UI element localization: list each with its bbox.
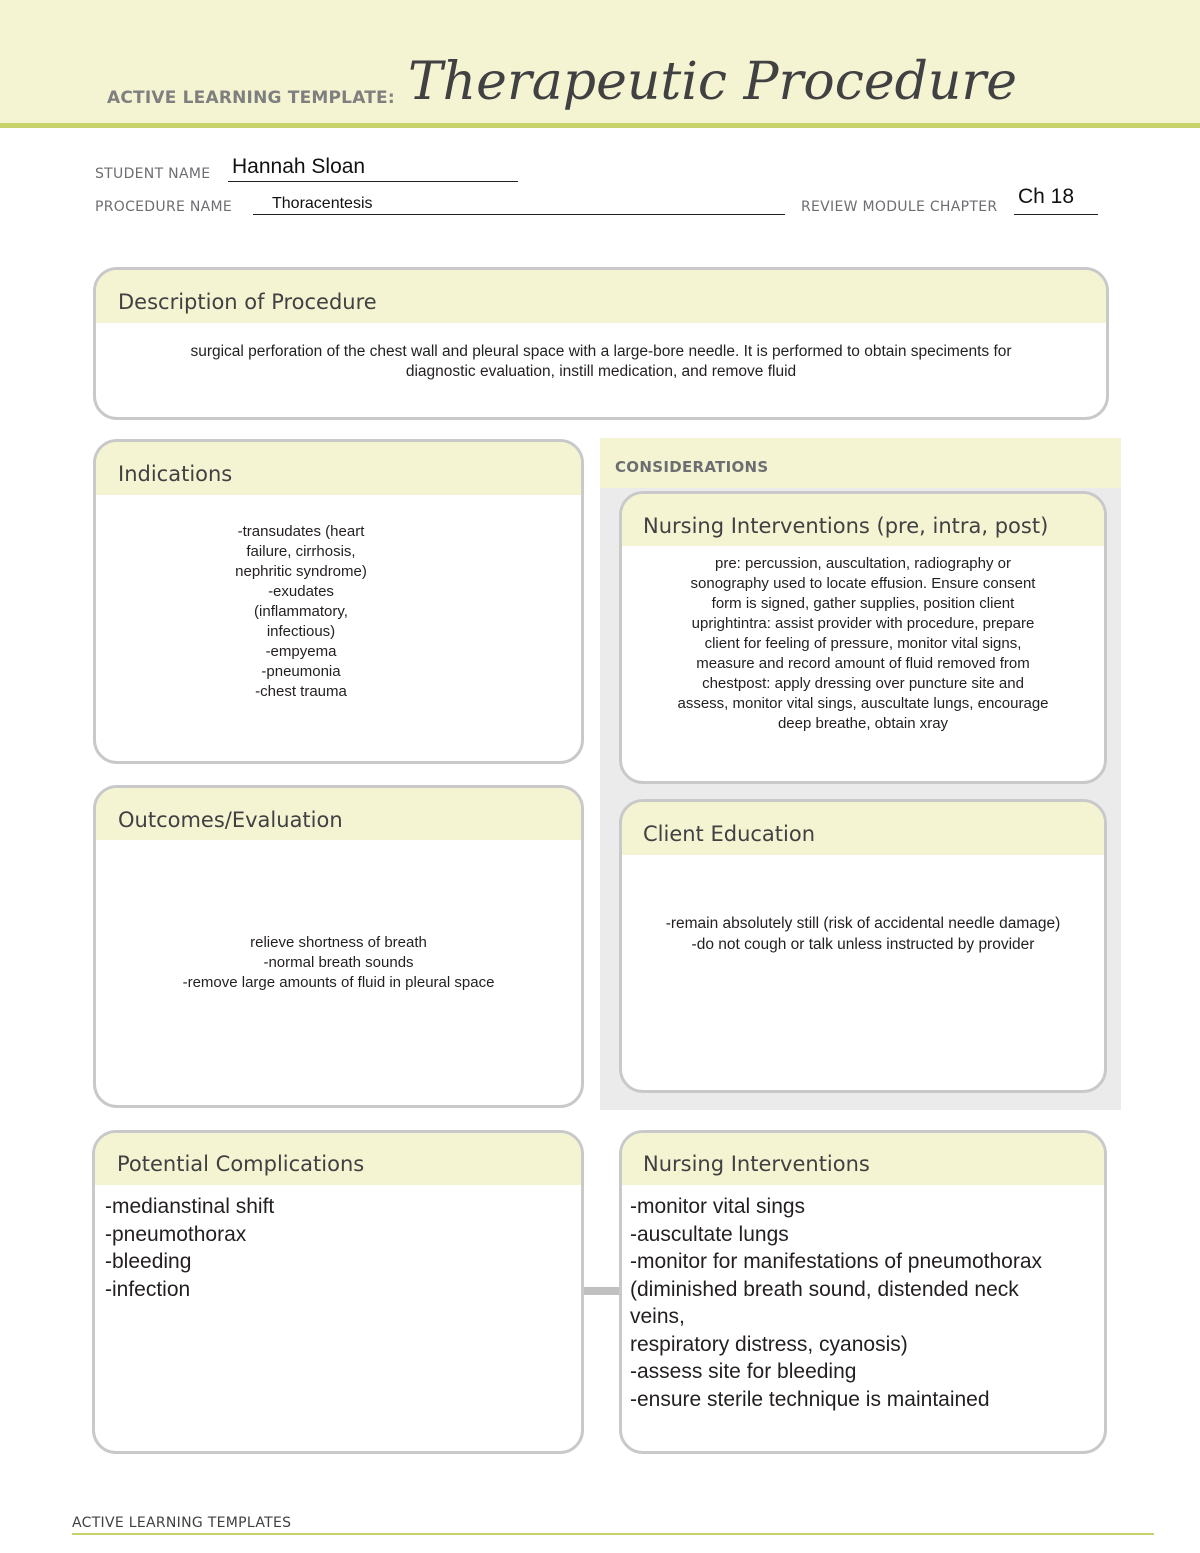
indications-box: [93, 439, 584, 764]
box-connector: [582, 1287, 622, 1295]
potential-complications-text[interactable]: -medianstinal shift -pneumothorax -bleeding -infection: [105, 1195, 275, 1301]
review-module-line: [1014, 214, 1098, 215]
outcomes-text[interactable]: relieve shortness of breath -normal breath sounds -remove large amounts of fluid in pleural space: [182, 934, 495, 991]
nursing-interventions-text[interactable]: -monitor vital sings -auscultate lungs -monitor for manifestations of pneumothorax (diminished breath sound, distended neck veins, respiratory distress, cyanosis) -assess site for bleeding -ensure sterile technique is maintained: [630, 1195, 1043, 1411]
outcomes-box: [93, 785, 584, 1108]
description-title: Description of Procedure: [118, 290, 377, 314]
student-name-line: [228, 181, 518, 182]
indications-text[interactable]: -transudates (heart failure, cirrhosis, nephritic syndrome) -exudates (inflammatory, infectious) -empyema -pneumonia -chest trauma: [235, 523, 367, 700]
indications-title: Indications: [118, 462, 233, 486]
footer-line: [72, 1533, 1154, 1535]
client-education-text[interactable]: -remain absolutely still (risk of accidental needle damage) -do not cough or talk unless instructed by provider: [665, 915, 1061, 953]
description-text[interactable]: surgical perforation of the chest wall and pleural space with a large-bore needle. It is performed to obtain speciments for diagnostic evaluation, instill medication, and remove fluid: [190, 343, 1012, 380]
nursing-interventions-pip-text[interactable]: pre: percussion, auscultation, radiography or sonography used to locate effusion. Ensure consent form is signed, gather supplies, position client uprightintra: assist provider with procedure, prepare client for feeling of pressure, monitor vital signs, measure and record amount of fluid removed from chestpost: apply dressing over puncture site and assess, monitor vital sings, auscultate lungs, encourage deep breathe, obtain xray: [677, 555, 1049, 732]
nursing-interventions-title: Nursing Interventions: [643, 1152, 870, 1176]
procedure-name-line: [253, 214, 785, 215]
considerations-label: CONSIDERATIONS: [615, 458, 769, 476]
description-box: [93, 267, 1109, 420]
student-name-label: STUDENT NAME: [95, 166, 211, 182]
review-module-label: REVIEW MODULE CHAPTER: [801, 199, 998, 215]
client-education-box: [619, 799, 1107, 1093]
nursing-interventions-pip-box: [619, 491, 1107, 784]
review-module-field[interactable]: Ch 18: [1018, 185, 1075, 208]
nursing-interventions-pip-title: Nursing Interventions (pre, intra, post): [643, 514, 1049, 538]
page-title: Therapeutic Procedure: [408, 52, 1017, 112]
template-label: ACTIVE LEARNING TEMPLATE:: [107, 88, 395, 108]
footer-label: ACTIVE LEARNING TEMPLATES: [72, 1515, 292, 1531]
student-name-field[interactable]: Hannah Sloan: [232, 155, 366, 178]
client-education-title: Client Education: [643, 822, 816, 846]
potential-complications-box: [92, 1130, 584, 1454]
nursing-interventions-box: [619, 1130, 1107, 1454]
potential-complications-title: Potential Complications: [117, 1152, 365, 1176]
procedure-name-field[interactable]: Thoracentesis: [272, 195, 373, 212]
outcomes-title: Outcomes/Evaluation: [118, 808, 343, 832]
procedure-name-label: PROCEDURE NAME: [95, 199, 233, 215]
